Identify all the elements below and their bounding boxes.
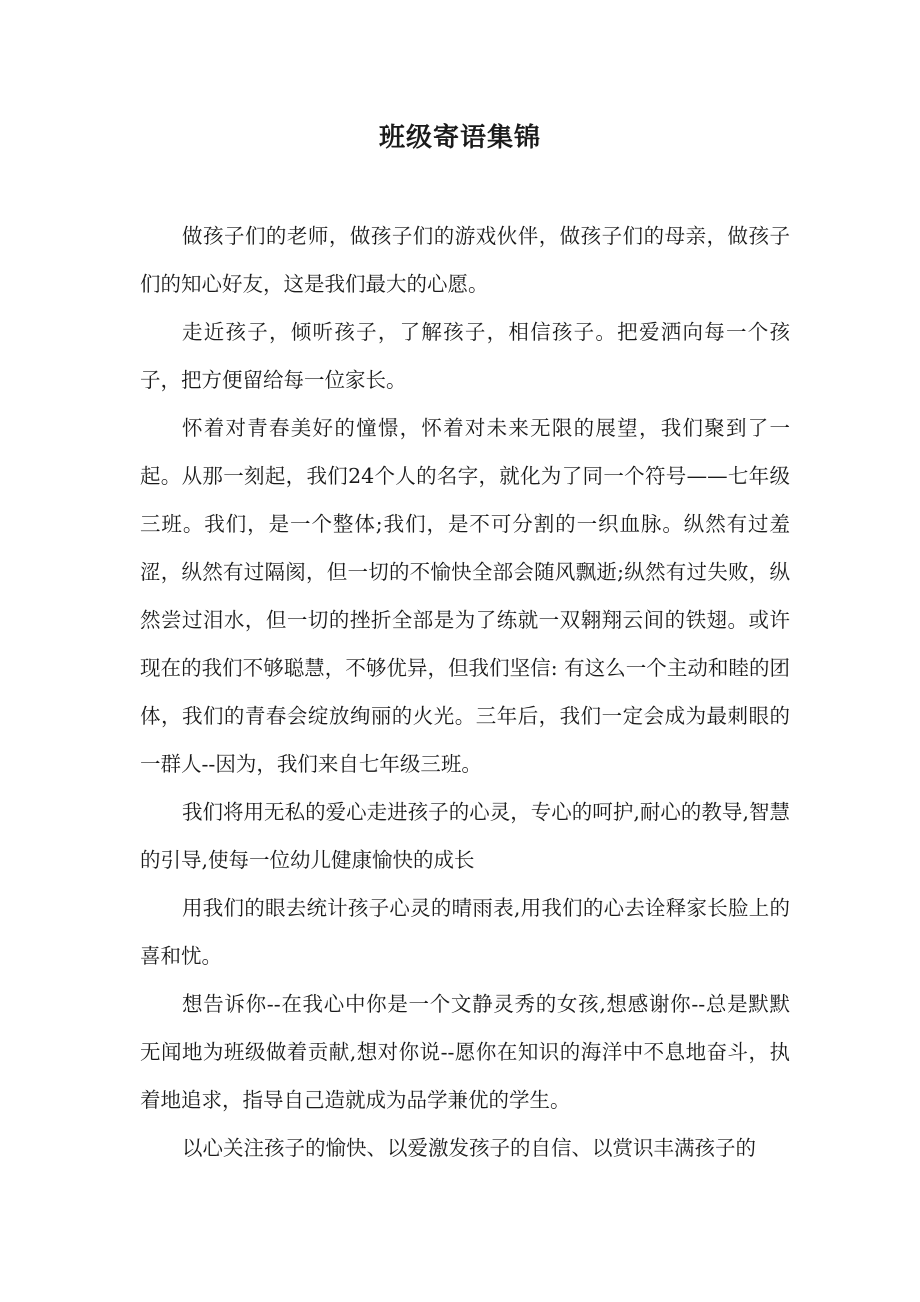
paragraph-6: 想告诉你--在我心中你是一个文静灵秀的女孩,想感谢你--总是默默无闻地为班级做着贡献,想对你说--愿你在知识的海洋中不息地奋斗，执着地追求，指导自己造就成为品学兼优的学生。 bbox=[140, 992, 790, 1112]
paragraph-4: 我们将用无私的爱心走进孩子的心灵，专心的呵护,耐心的教导,智慧的引导,使每一位幼儿健康愉快的成长 bbox=[140, 800, 790, 872]
paragraph-2: 走近孩子，倾听孩子，了解孩子，相信孩子。把爱洒向每一个孩子，把方便留给每一位家长。 bbox=[140, 320, 790, 392]
paragraph-3: 怀着对青春美好的憧憬，怀着对未来无限的展望，我们聚到了一起。从那一刻起，我们24个人的名字，就化为了同一个符号——七年级三班。我们，是一个整体;我们，是不可分割的一织血脉。纵然有过羞涩，纵然有过隔阂，但一切的不愉快全部会随风飘逝;纵然有过失败，纵然尝过泪水，但一切的挫折全部是为了练就一双翱翔云间的铁翅。或许现在的我们不够聪慧，不够优异，但我们坚信: 有这么一个主动和睦的团体，我们的青春会绽放绚丽的火光。三年后，我们一定会成为最刺眼的一群人--因为，我们来自七年级三班。 bbox=[140, 416, 790, 776]
paragraph-7: 以心关注孩子的愉快、以爱激发孩子的自信、以赏识丰满孩子的 bbox=[182, 1136, 756, 1160]
page-title: 班级寄语集锦 bbox=[378, 123, 541, 153]
document-body bbox=[140, 212, 790, 1172]
paragraph-1: 做孩子们的老师，做孩子们的游戏伙伴，做孩子们的母亲，做孩子们的知心好友，这是我们最大的心愿。 bbox=[140, 224, 790, 296]
paragraph-5: 用我们的眼去统计孩子心灵的晴雨表,用我们的心去诠释家长脸上的喜和忧。 bbox=[140, 896, 790, 968]
